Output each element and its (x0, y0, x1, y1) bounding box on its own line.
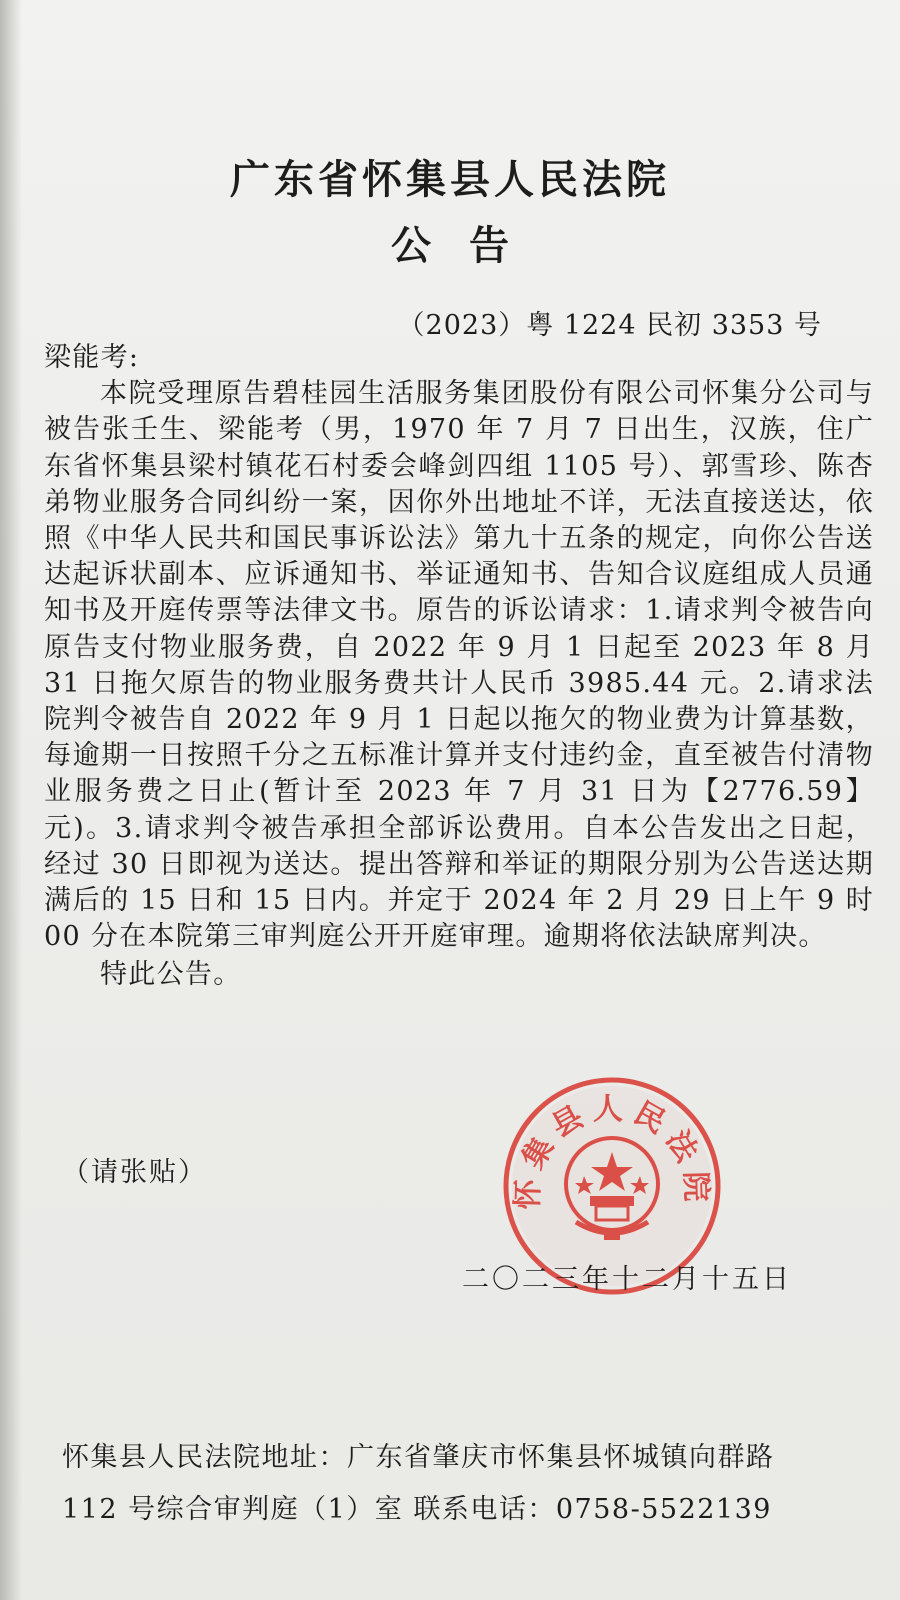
seal-text: 怀集县人民法院 (510, 1091, 714, 1210)
court-contact-footer (62, 1432, 862, 1536)
case-number: （2023）粤 1224 民初 3353 号 (397, 310, 822, 341)
notice-body (44, 340, 874, 994)
court-address: 怀集县人民法院地址：广东省肇庆市怀集县怀城镇向群路 (62, 1442, 775, 1473)
posting-note: （请张贴） (62, 1157, 207, 1188)
court-name-heading: 广东省怀集县人民法院 (230, 156, 670, 203)
addressee: 梁能考: (44, 342, 140, 373)
closing-line: 特此公告。 (100, 959, 242, 991)
notice-paragraph: 本院受理原告碧桂园生活服务集团股份有限公司怀集分公司与被告张壬生、梁能考（男，1970 年 7 月 7 日出生，汉族，住广东省怀集县梁村镇花石村委会峰剑四组 1105 号）、郭雪珍、陈杏弟物业服务合同纠纷一案，因你外出地址不详，无法直接送达，依照《中华人民共和国民事诉讼法》第九十五条的规定，向你公告送达起诉状副本、应诉通知书、举证通知书、告知合议庭组成人员通知书及开庭传票等法律文书。原告的诉讼请求：1.请求判令被告向原告支付物业服务费，自 2022 年 9 月 1 日起至 2023 年 8 月 31 日拖欠原告的物业服务费共计人民币 3985.44 元。2.请求法院判令被告自 2022 年 9 月 1 日起以拖欠的物业费为计算基数，每逾期一日按照千分之五标准计算并支付违约金，直至被告付清物业服务费之日止(暂计至 2023 年 7 月 31 日为【2776.59】元)。3.请求判令被告承担全部诉讼费用。自本公告发出之日起，经过 30 日即视为送达。提出答辩和举证的期限分别为公告送达期满后的 15 日和 15 日内。并定于 2024 年 2 月 29 日上午 9 时 00 分在本院第三审判庭公开开庭审理。逾期将依法缺席判决。 (44, 378, 874, 953)
court-room-and-phone: 112 号综合审判庭（1）室 联系电话：0758-5522139 (62, 1494, 772, 1525)
signature-date: 二〇二三年十二月十五日 (462, 1264, 792, 1295)
document-type-heading: 公告 (391, 222, 547, 269)
